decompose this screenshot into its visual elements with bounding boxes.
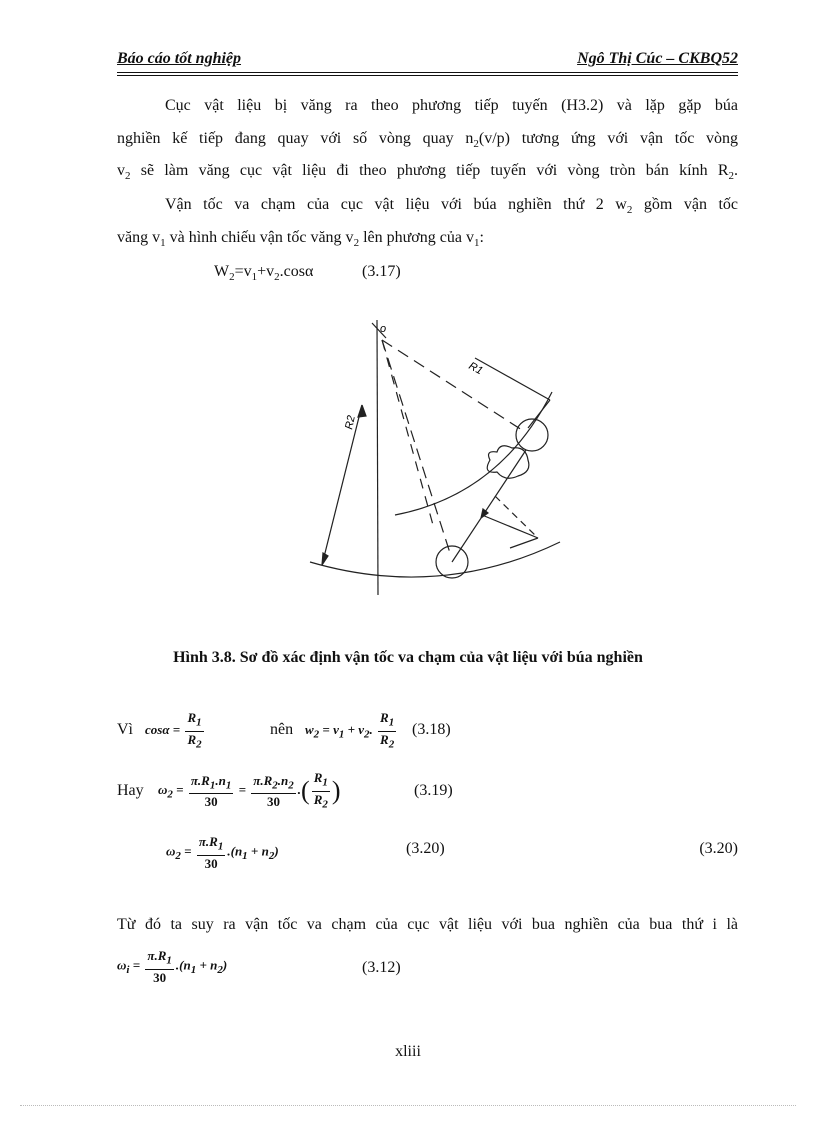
- equation-3-20-number-mid: (3.20): [406, 840, 445, 857]
- arc-r2: [310, 542, 560, 577]
- r2-dimension-line: [322, 405, 362, 565]
- eq319-hay: Hay: [117, 782, 144, 799]
- para1-line3: $v_2$ sẽ làm văng cục vật liệu đi theo phương tiếp tuyến với vòng tròn bán kính $R_2$.: [117, 162, 738, 183]
- equation-3-19-number: (3.19): [414, 782, 453, 799]
- impact-velocity-diagram: [300, 310, 570, 605]
- equation-3-18-rhs: $w_2 = v_1 + v_2$. $\frac{R_1}{R_2}$: [305, 710, 395, 751]
- equation-3-19: $\omega_2$ = $\frac{\pi.R_1.n_1}{30}$ = $\frac{\pi.R_2.n_2}{30}$ .( $\frac{R_1}{R_2}$ ): [158, 770, 341, 811]
- vertical-axis-line: [377, 320, 378, 595]
- equation-3-18-lhs: cosα = $\frac{R_1}{R_2}$: [145, 710, 202, 751]
- dashed-line-inner: [382, 340, 433, 525]
- label-r1: R1: [466, 360, 485, 378]
- r1-dimension-line: [475, 358, 550, 400]
- header-left: Báo cáo tốt nghiệp: [117, 50, 242, 67]
- material-lump: [487, 446, 529, 479]
- equation-3-12: $\omega_i$ = $\frac{\pi.R_1}{30}$ $.(n_1 + n_2)$: [117, 948, 228, 985]
- r2-arrow-bottom: [322, 553, 328, 565]
- label-r2: R2: [343, 414, 358, 431]
- equation-3-17: $W_2=v_1+v_2.\cos\alpha$: [214, 263, 314, 284]
- velocity-line: [452, 450, 526, 562]
- equation-3-18-number: (3.18): [412, 721, 451, 738]
- para1-line2: nghiền kế tiếp đang quay với số vòng quay $n_2(v/p)$ tương ứng với vận tốc vòng: [117, 130, 739, 151]
- figure-caption: Hình 3.8. Sơ đồ xác định vận tốc va chạm của vật liệu với búa nghiền: [173, 649, 643, 666]
- eq318-nen: nên: [270, 721, 294, 738]
- header-right: Ngô Thị Cúc – CKBQ52: [577, 50, 738, 67]
- header-rule-bottom: [117, 75, 738, 76]
- para2-line2: văng $v_1$ và hình chiếu vận tốc văng $v_2$ lên phương của $v_1$:: [117, 229, 484, 250]
- header-rule-top: [117, 72, 738, 73]
- label-o: o: [380, 323, 387, 335]
- page-number: xliii: [395, 1043, 421, 1060]
- r2-arrow-top: [358, 405, 366, 417]
- projection-base: [510, 538, 538, 548]
- equation-3-17-number: (3.17): [362, 263, 401, 280]
- dashed-line-r2: [382, 340, 450, 553]
- projection-dashed: [495, 496, 538, 538]
- equation-3-20: $\omega_2$ = $\frac{\pi.R_1}{30}$ $.(n_1 + n_2)$: [166, 834, 279, 871]
- projection-line: [482, 515, 538, 538]
- para2-line1: Vận tốc va chạm của cục vật liệu với búa nghiền thứ 2 $w_2$ gồm vận tốc: [165, 196, 739, 217]
- para1-line1: Cục vật liệu bị văng ra theo phương tiếp tuyến (H3.2) và lặp gặp búa: [165, 97, 738, 114]
- footer-rule: [20, 1105, 796, 1106]
- eq318-vi: Vì: [117, 721, 133, 738]
- equation-3-20-number-right: (3.20): [699, 840, 738, 857]
- para3-line1: Từ đó ta suy ra vận tốc va chạm của cục vật liệu với bua nghiền của bua thứ i là: [117, 916, 738, 933]
- equation-3-12-number: (3.12): [362, 959, 401, 976]
